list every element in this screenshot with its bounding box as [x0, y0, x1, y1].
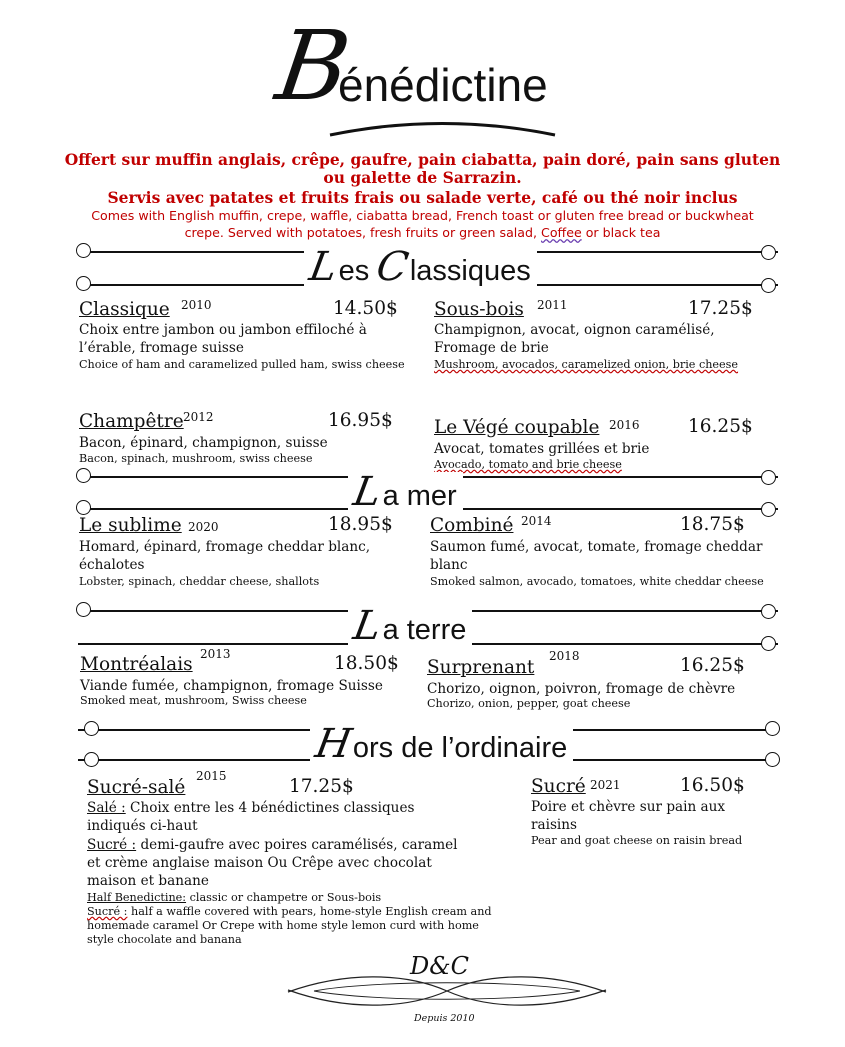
divider-circle-icon	[761, 502, 776, 517]
divider-circle-icon	[761, 278, 776, 293]
item-description-en: Smoked salmon, avocado, tomatoes, white cheddar cheese	[430, 575, 764, 588]
section-initial: L	[349, 469, 385, 515]
divider-circle-icon	[76, 243, 91, 258]
item-description-sale	[87, 799, 459, 835]
intro-en-tea: or black tea	[581, 225, 661, 240]
item-year: 2021	[590, 778, 621, 792]
item-year: 2012	[183, 410, 214, 424]
divider-circle-icon	[761, 470, 776, 485]
item-description-fr: Saumon fumé, avocat, tomate, fromage cheddar blanc	[430, 539, 763, 573]
item-year: 2014	[521, 514, 552, 528]
item-name-vege: Le Végé coupable	[434, 417, 600, 438]
section-title-terre	[348, 603, 472, 649]
item-description-en: Bacon, spinach, mushroom, swiss cheese	[79, 452, 313, 465]
item-description-fr: Choix entre jambon ou jambon effiloché à l’érable, fromage suisse	[79, 322, 367, 356]
title-initial: B	[270, 10, 357, 122]
item-description-en: Pear and goat cheese on raisin bread	[531, 834, 743, 847]
item-name-sublime: Le sublime	[79, 515, 182, 536]
item-name-sousbois: Sous-bois	[434, 299, 524, 320]
sale-label: Salé :	[87, 800, 126, 816]
item-description-sucre	[87, 836, 459, 890]
section-title-text: lassiques	[409, 255, 531, 287]
item-description-fr: Bacon, épinard, champignon, suisse	[79, 435, 328, 451]
half-text: classic or champetre or Sous-bois	[186, 891, 382, 904]
section-initial: L	[305, 244, 341, 290]
item-price: 16.95$	[328, 410, 393, 431]
section-title-text: ors de l’ordinaire	[352, 732, 568, 764]
section-title-text: a terre	[382, 614, 467, 646]
item-name-surprenant: Surprenant	[427, 657, 535, 678]
item-price: 18.95$	[328, 514, 393, 535]
item-description-en-half	[87, 891, 507, 905]
item-description-en-sucre	[87, 905, 507, 947]
section-title-text: a mer	[382, 480, 457, 512]
item-description-en: Choice of ham and caramelized pulled ham, swiss cheese	[79, 358, 405, 371]
item-price: 18.75$	[680, 514, 745, 535]
intro-fr-line2: ou galette de Sarrazin.	[323, 168, 522, 187]
footer-since: Depuis 2010	[414, 1013, 475, 1024]
half-label: Half Benedictine:	[87, 891, 187, 904]
item-price: 14.50$	[333, 298, 398, 319]
sucre-label: Sucré :	[87, 837, 137, 853]
item-description-fr: Poire et chèvre sur pain aux raisins	[531, 799, 726, 833]
divider-circle-icon	[76, 468, 91, 483]
divider-circle-icon	[761, 636, 776, 651]
item-price: 16.25$	[680, 655, 745, 676]
divider-circle-icon	[84, 752, 99, 767]
item-name-sucresale: Sucré-salé	[87, 777, 186, 798]
item-price: 17.25$	[688, 298, 753, 319]
item-price: 16.25$	[688, 416, 753, 437]
item-year: 2011	[537, 298, 568, 312]
sale-text: Choix entre les 4 bénédictines classiques indiqués ci-haut	[87, 800, 415, 834]
item-year: 2018	[549, 649, 580, 663]
divider-circle-icon	[765, 752, 780, 767]
item-year: 2015	[196, 769, 227, 783]
item-price: 16.50$	[680, 775, 745, 796]
footer-logo: D&C	[410, 952, 469, 980]
intro-en-text: crepe. Served with potatoes, fresh fruits or green salad,	[184, 225, 542, 240]
item-description-fr: Homard, épinard, fromage cheddar blanc, échalotes	[79, 539, 371, 573]
divider-circle-icon	[76, 500, 91, 515]
section-title-text: es	[338, 255, 378, 287]
item-description-fr: Champignon, avocat, oignon caramélisé, Fromage de brie	[434, 322, 715, 356]
sucre-text: demi-gaufre avec poires caramélisés, caramel et crème anglaise maison Ou Crêpe avec chocolat maison et banane	[87, 837, 458, 889]
item-year: 2020	[188, 520, 219, 534]
item-description-en: Chorizo, onion, pepper, goat cheese	[427, 697, 631, 710]
intro-fr-line1: Offert sur muffin anglais, crêpe, gaufre, pain ciabatta, pain doré, pain sans gluten	[64, 150, 781, 169]
section-initial: C	[373, 244, 412, 290]
en-sucre-label: Sucré :	[87, 905, 128, 918]
item-year: 2016	[609, 418, 640, 432]
item-price: 17.25$	[289, 776, 354, 797]
divider-circle-icon	[76, 276, 91, 291]
intro-en-coffee: Coffee	[541, 225, 582, 240]
item-description-en: Lobster, spinach, cheddar cheese, shallots	[79, 575, 320, 588]
item-description-en: Avocado, tomato and brie cheese	[434, 458, 622, 471]
title-swoosh-icon	[325, 118, 560, 138]
item-description-fr: Chorizo, oignon, poivron, fromage de chèvre	[427, 681, 736, 697]
page-title: énédictine	[338, 59, 548, 111]
section-title-classiques	[304, 244, 537, 290]
section-title-hors	[310, 721, 573, 767]
item-name-champetre: Champêtre	[79, 411, 184, 432]
en-sucre-text: half a waffle covered with pears, home-style English cream and homemade caramel Or Crepe with home style lemon curd with home style chocolate and banana	[87, 905, 492, 946]
item-year: 2013	[200, 647, 231, 661]
divider-circle-icon	[765, 721, 780, 736]
item-description-en: Smoked meat, mushroom, Swiss cheese	[80, 694, 307, 707]
item-name-classique: Classique	[79, 299, 170, 320]
item-name-montrealais: Montréalais	[80, 654, 193, 675]
item-price: 18.50$	[334, 653, 399, 674]
section-initial: H	[311, 721, 355, 767]
divider-circle-icon	[761, 604, 776, 619]
item-name-combine: Combiné	[430, 515, 514, 536]
divider-circle-icon	[84, 721, 99, 736]
item-year: 2010	[181, 298, 212, 312]
divider-circle-icon	[76, 602, 91, 617]
flourish-icon	[284, 970, 610, 1012]
item-description-fr: Avocat, tomates grillées et brie	[434, 441, 650, 457]
item-name-sucre: Sucré	[531, 776, 586, 797]
section-initial: L	[349, 603, 385, 649]
divider-circle-icon	[761, 245, 776, 260]
intro-fr-line3: Servis avec patates et fruits frais ou salade verte, café ou thé noir inclus	[107, 188, 738, 207]
intro-en-line2	[40, 224, 805, 241]
item-description-en: Mushroom, avocados, caramelized onion, brie cheese	[434, 358, 739, 371]
intro-en-line1: Comes with English muffin, crepe, waffle, ciabatta bread, French toast or gluten free bread or buckwheat	[91, 208, 754, 223]
item-description-fr: Viande fumée, champignon, fromage Suisse	[80, 678, 383, 694]
section-title-mer	[348, 469, 463, 515]
